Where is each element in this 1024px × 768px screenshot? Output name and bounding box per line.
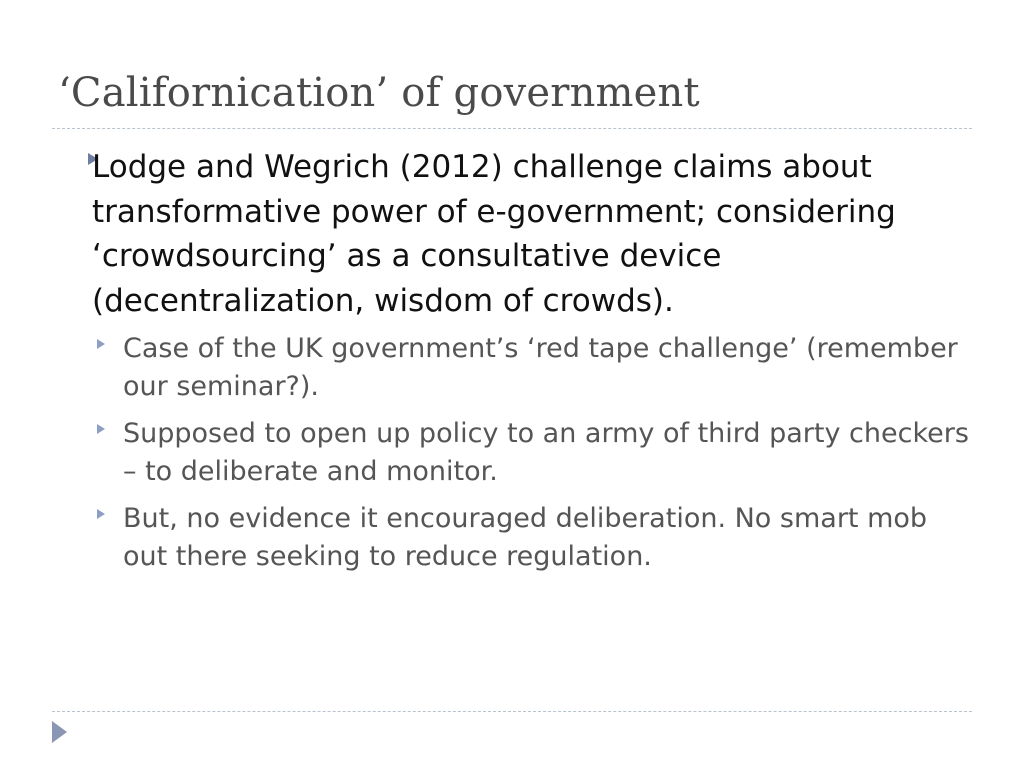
triangle-bullet-icon (97, 339, 105, 349)
sub-bullet-text: Case of the UK government’s ‘red tape challenge’ (remember our seminar?). (123, 333, 958, 402)
next-slide-arrow-icon[interactable] (52, 721, 67, 743)
sub-bullet-text: But, no evidence it encouraged deliberation. No smart mob out there seeking to reduce regulation. (123, 503, 928, 572)
title-divider (52, 128, 972, 129)
triangle-bullet-icon (97, 424, 105, 434)
triangle-bullet-icon (97, 509, 105, 519)
main-bullet-text: Lodge and Wegrich (2012) challenge claims about transformative power of e-government; considering ‘crowdsourcing’ as a consultative device (decentralization, wisdom of crowds). (92, 149, 896, 319)
footer-divider (52, 711, 972, 712)
slide-title: ‘Californication’ of government (58, 70, 700, 116)
sub-bullet-text: Supposed to open up policy to an army of third party checkers – to deliberate and monitor. (123, 418, 969, 487)
